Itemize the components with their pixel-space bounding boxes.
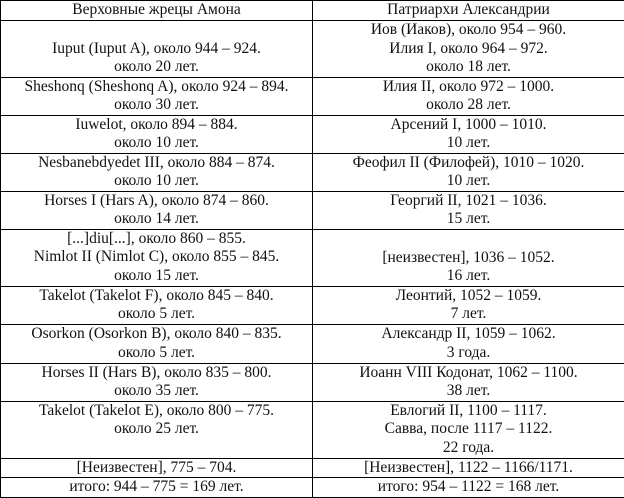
patriarch-cell	[313, 21, 624, 78]
patriarch-line: 15 лет.	[315, 210, 622, 229]
patriarch-line: 3 года.	[315, 344, 622, 363]
priest-line: Horses II (Hars B), около 835 – 800.	[3, 364, 310, 383]
patriarch-line: около 28 лет.	[315, 96, 622, 115]
priest-total-cell	[1, 478, 313, 498]
patriarch-line: 10 лет.	[315, 172, 622, 191]
priest-line: Sheshonq (Sheshonq A), около 924 – 894.	[3, 78, 310, 97]
priest-cell	[1, 77, 313, 115]
priest-line: около 10 лет.	[3, 134, 310, 153]
patriarch-line: 22 года.	[315, 439, 622, 458]
patriarch-line: 10 лет.	[315, 134, 622, 153]
table-row	[1, 363, 624, 401]
patriarch-line: Феофил II (Филофей), 1010 – 1020.	[315, 154, 622, 173]
patriarch-line: Евлогий II, 1100 – 1117.	[315, 402, 622, 421]
patriarch-cell	[313, 77, 624, 115]
patriarch-line: 16 лет.	[315, 267, 622, 286]
priest-line: около 5 лет.	[3, 305, 310, 324]
priest-line: около 20 лет.	[3, 58, 310, 77]
priest-total: итого: 944 – 775 = 169 лет.	[3, 478, 310, 497]
table-row	[1, 286, 624, 324]
priest-cell	[1, 153, 313, 191]
patriarch-line: Илия II, около 972 – 1000.	[315, 78, 622, 97]
patriarch-cell	[313, 153, 624, 191]
priest-line: Takelot (Takelot E), около 800 – 775.	[3, 402, 310, 421]
patriarch-line: Леонтий, 1052 – 1059.	[315, 287, 622, 306]
patriarch-cell	[313, 363, 624, 401]
table-row	[1, 401, 624, 458]
patriarch-line: Георгий II, 1021 – 1036.	[315, 192, 622, 211]
patriarch-line: 38 лет.	[315, 382, 622, 401]
patriarch-cell	[313, 115, 624, 153]
table-row	[1, 324, 624, 363]
table-row	[1, 458, 624, 478]
priest-line: Nimlot II (Nimlot C), около 855 – 845.	[3, 248, 310, 267]
header-row	[1, 1, 624, 21]
patriarch-line: 7 лет.	[315, 305, 622, 324]
patriarch-cell	[313, 191, 624, 229]
patriarch-line: Арсений I, 1000 – 1010.	[315, 116, 622, 135]
patriarch-line: Иов (Иаков), около 954 – 960.	[315, 21, 622, 40]
priest-cell	[1, 286, 313, 324]
patriarch-line: [Неизвестен], 1122 – 1166/1171.	[315, 459, 622, 478]
priest-cell	[1, 21, 313, 78]
priest-line: около 5 лет.	[3, 344, 310, 363]
priest-line: около 30 лет.	[3, 96, 310, 115]
patriarch-cell	[313, 286, 624, 324]
priest-line: Iuput (Iuput A), около 944 – 924.	[3, 40, 310, 59]
priest-cell	[1, 229, 313, 286]
patriarch-line: Илия I, около 964 – 972.	[315, 40, 622, 59]
table-row	[1, 21, 624, 78]
priest-line: [Неизвестен], 775 – 704.	[3, 459, 310, 478]
priest-line: около 10 лет.	[3, 172, 310, 191]
priest-line: Nesbanebdyedet III, около 884 – 874.	[3, 154, 310, 173]
priest-cell	[1, 458, 313, 478]
priest-cell	[1, 324, 313, 363]
priest-line: Iuwelot, около 894 – 884.	[3, 116, 310, 135]
priest-line: Takelot (Takelot F), около 845 – 840.	[3, 287, 310, 306]
header-high-priests-of-amun: Верховные жрецы Амона	[1, 1, 313, 21]
priest-cell	[1, 115, 313, 153]
header-patriarchs-of-alexandria: Патриархи Александрии	[313, 1, 624, 21]
patriarch-line: Иоанн VIII Кодонат, 1062 – 1100.	[315, 364, 622, 383]
priest-cell	[1, 363, 313, 401]
table-row	[1, 153, 624, 191]
patriarch-total-cell	[313, 478, 624, 498]
patriarch-total: итого: 954 – 1122 = 168 лет.	[315, 478, 622, 497]
patriarch-cell	[313, 401, 624, 458]
table-row	[1, 77, 624, 115]
patriarch-line: Александр II, 1059 – 1062.	[315, 325, 622, 344]
priest-line: [...]diu[...], около 860 – 855.	[3, 230, 310, 249]
patriarch-cell	[313, 324, 624, 363]
priest-line: около 14 лет.	[3, 210, 310, 229]
priest-line: около 15 лет.	[3, 267, 310, 286]
priest-line: около 35 лет.	[3, 382, 310, 401]
patriarch-line: около 18 лет.	[315, 58, 622, 77]
priest-line: около 25 лет.	[3, 420, 310, 439]
patriarch-cell	[313, 458, 624, 478]
patriarch-line: Савва, после 1117 – 1122.	[315, 420, 622, 439]
priest-line: Horses I (Hars A), около 874 – 860.	[3, 192, 310, 211]
total-row	[1, 478, 624, 498]
table-row	[1, 115, 624, 153]
patriarch-cell	[313, 229, 624, 286]
priest-cell	[1, 191, 313, 229]
patriarch-line: [неизвестен], 1036 – 1052.	[315, 249, 622, 268]
priest-cell	[1, 401, 313, 458]
priest-line: Osorkon (Osorkon B), около 840 – 835.	[3, 325, 310, 344]
table-row	[1, 229, 624, 286]
table-row	[1, 191, 624, 229]
